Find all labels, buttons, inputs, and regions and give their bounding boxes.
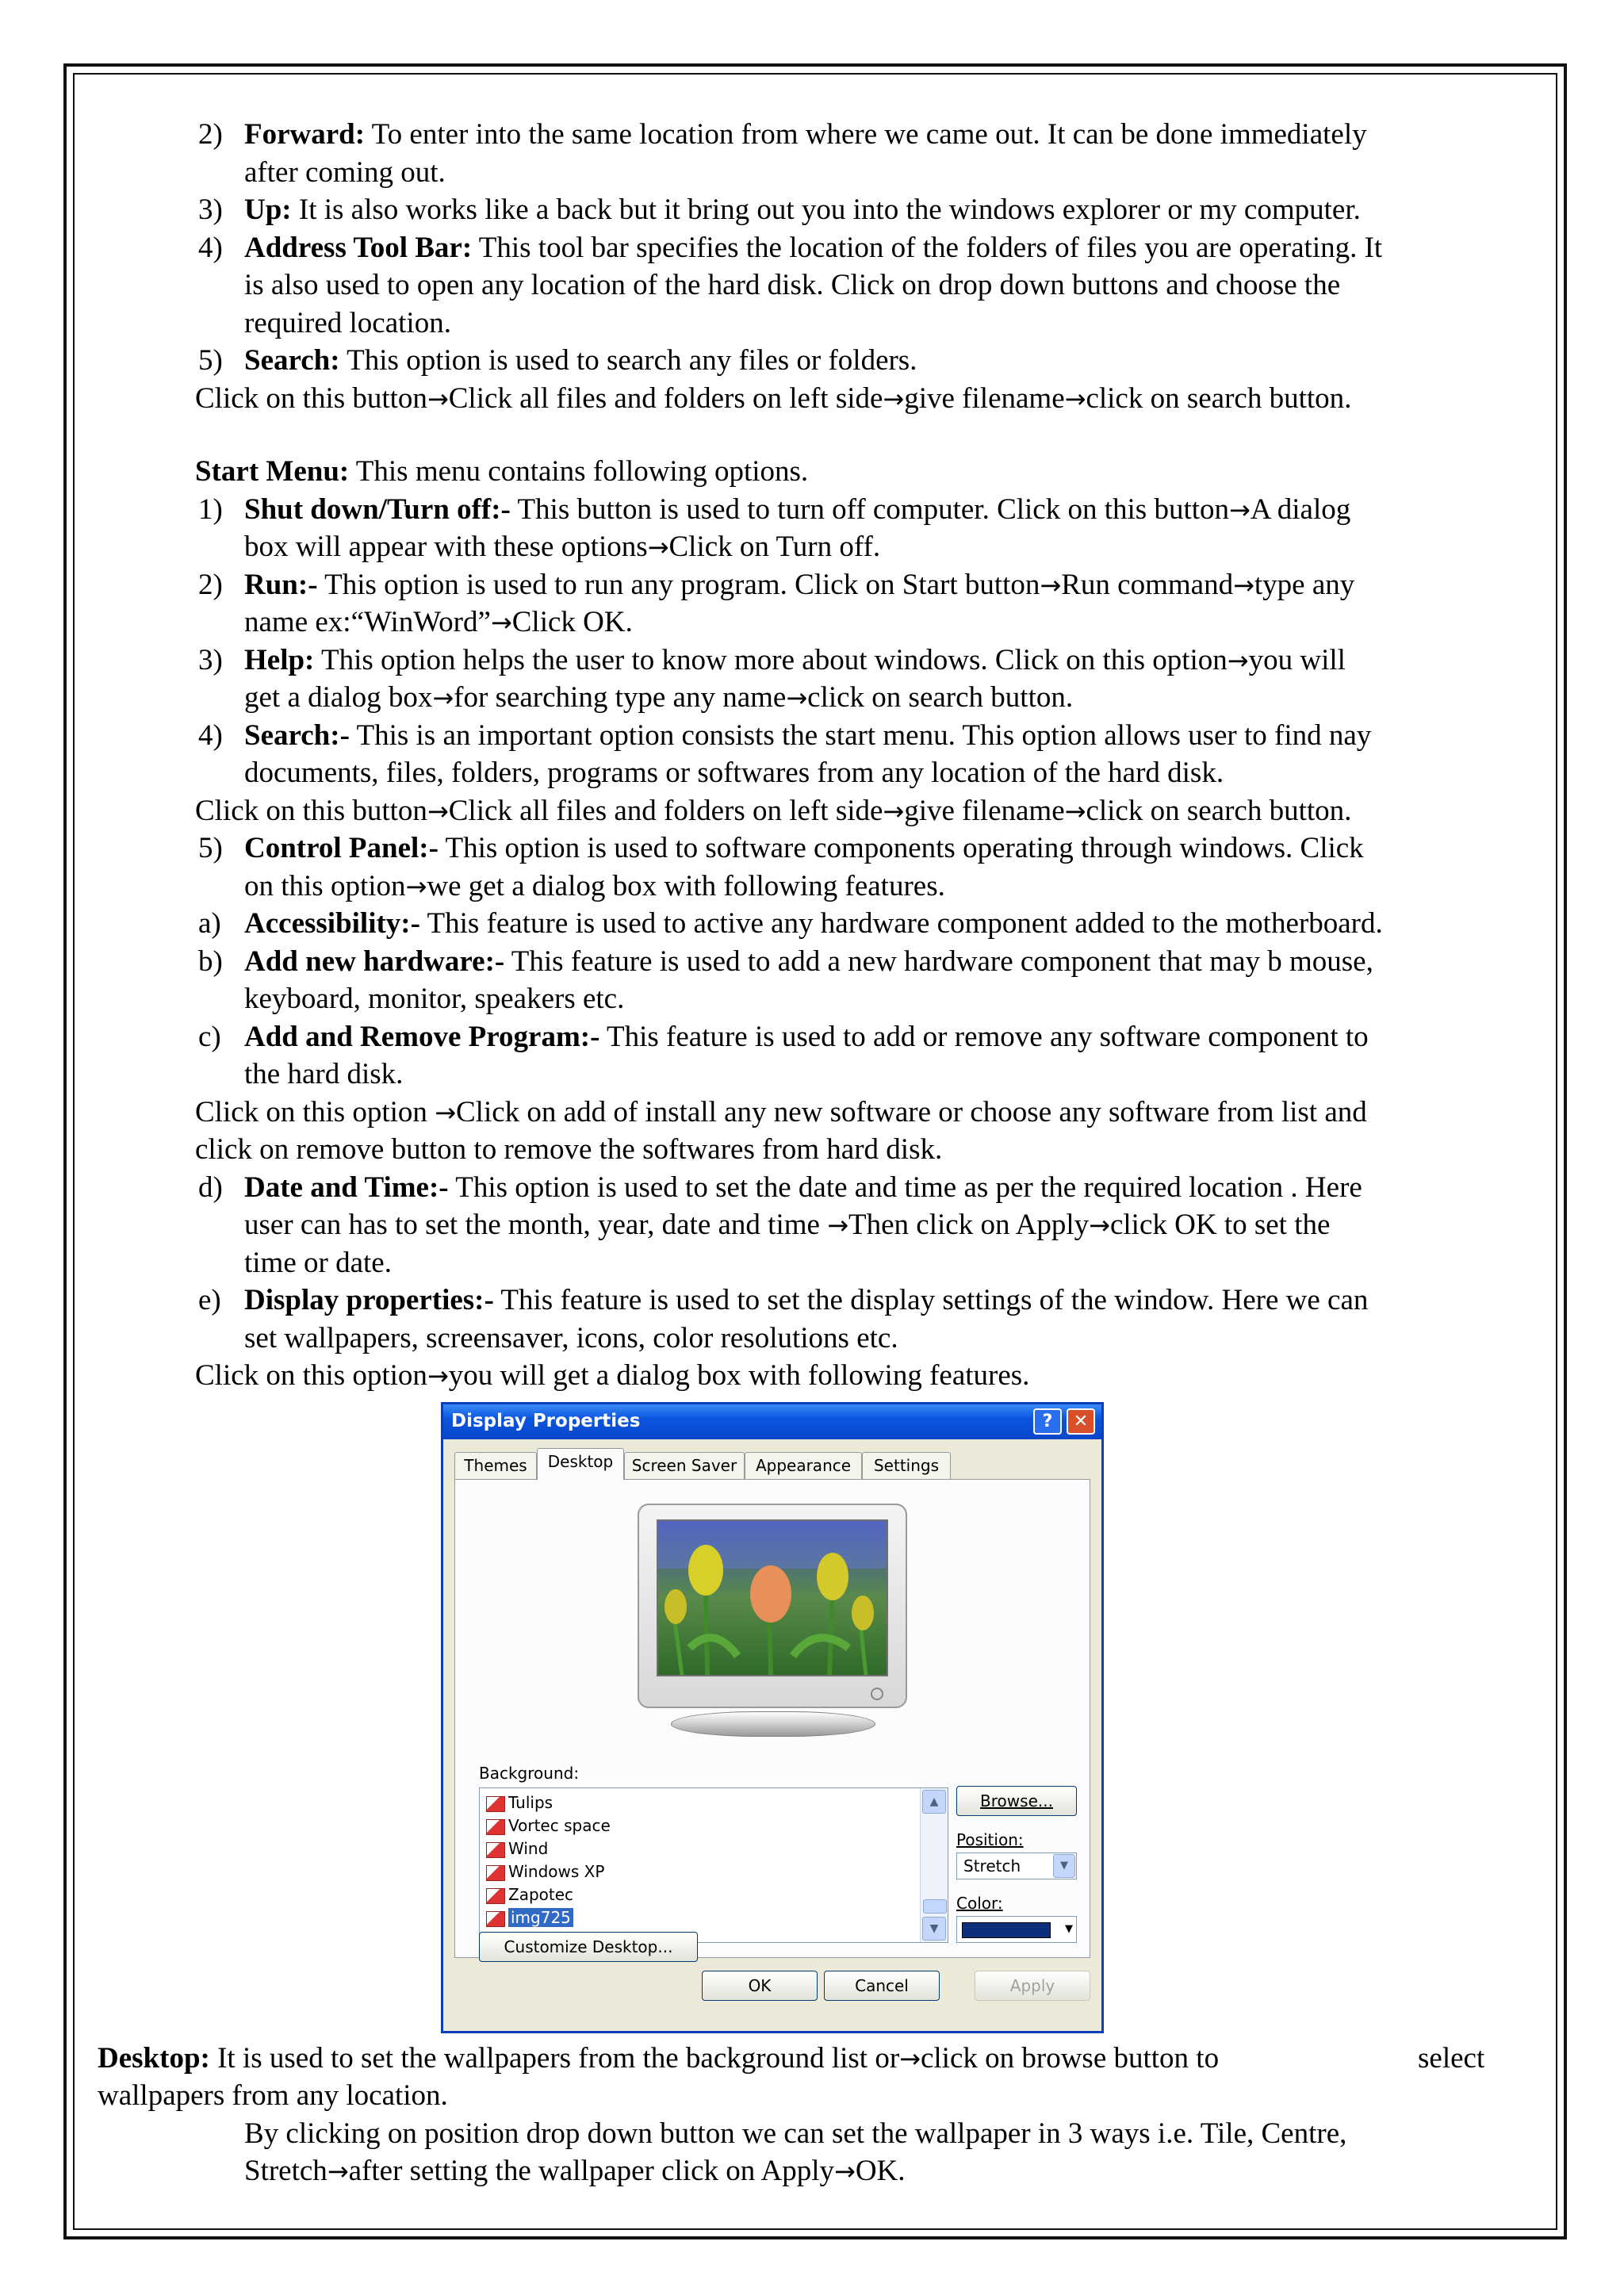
desktop-position-text: By clicking on position drop down button we can set the wallpaper in 3 ways i.e. Tile, Centre, [244, 2117, 1347, 2150]
arrow-icon: → [647, 532, 669, 562]
arrow-icon: → [427, 384, 449, 414]
arrow-icon: → [490, 607, 512, 638]
tab-settings[interactable]: Settings [862, 1452, 951, 1479]
feature-date-time-cont2: time or date. [244, 1247, 392, 1279]
position-label: Position: [956, 1830, 1024, 1849]
position-select[interactable]: Stretch ▼ [956, 1852, 1077, 1879]
add-remove-steps: Click on this option →Click on add of install any new software or choose any software from list and [195, 1096, 1367, 1128]
arrow-icon: → [1233, 570, 1254, 600]
arrow-icon: → [327, 2156, 349, 2186]
dialog-titlebar [443, 1404, 1101, 1439]
list-item-selected[interactable]: img725 [486, 1906, 573, 1929]
tab-desktop[interactable]: Desktop [537, 1448, 624, 1480]
close-button[interactable]: ✕ [1067, 1408, 1095, 1435]
arrow-icon: → [427, 1361, 449, 1391]
scroll-up-icon[interactable]: ▲ [922, 1790, 946, 1814]
color-picker[interactable] [956, 1916, 1077, 1943]
desktop-position-text-cont: Stretch→after setting the wallpaper click on Apply→OK. [244, 2155, 906, 2187]
arrow-icon: → [1064, 796, 1086, 826]
desktop-paragraph-select: select [1418, 2042, 1485, 2075]
arrow-icon: → [899, 2044, 921, 2074]
term-address-toolbar: Address Tool Bar: [244, 232, 473, 264]
start-menu-heading: Start Menu: This menu contains following options. [195, 455, 809, 488]
image-file-icon [486, 1911, 505, 1927]
image-file-icon [486, 1796, 505, 1812]
wallpaper-preview [657, 1519, 888, 1676]
arrow-icon: → [427, 796, 449, 826]
feature-add-remove-cont: the hard disk. [244, 1058, 404, 1090]
scroll-down-icon[interactable]: ▼ [922, 1917, 946, 1941]
scroll-thumb[interactable] [923, 1899, 947, 1914]
add-remove-steps-cont: click on remove button to remove the softwares from hard disk. [195, 1133, 943, 1166]
image-file-icon [486, 1819, 505, 1835]
background-label: Background: [479, 1764, 580, 1783]
arrow-icon: → [827, 1210, 849, 1240]
image-file-icon [486, 1865, 505, 1881]
term-search: Search: [244, 344, 340, 377]
item-shut-down-cont: box will appear with these options→Click on Turn off. [244, 531, 881, 563]
arrow-icon: → [786, 683, 808, 713]
arrow-icon: → [1064, 384, 1086, 414]
arrow-icon: → [834, 2156, 856, 2186]
feature-date-time-cont: user can has to set the month, year, date and time →Then click on Apply→click OK to set the [244, 1209, 1331, 1241]
chevron-down-icon[interactable]: ▼ [1053, 1854, 1075, 1878]
arrow-icon: → [1227, 646, 1249, 676]
color-label: Color: [956, 1894, 1003, 1913]
dialog-title: Display Properties [451, 1411, 641, 1431]
item-run-cont: name ex:“WinWord”→Click OK. [244, 606, 633, 638]
item-address-cont: is also used to open any location of the hard disk. Click on drop down buttons and choose the [244, 269, 1341, 301]
item-help-cont: get a dialog box→for searching type any name→click on search button. [244, 681, 1074, 714]
image-file-icon [486, 1842, 505, 1858]
item-address-cont2: required location. [244, 307, 451, 339]
ok-button[interactable]: OK [702, 1971, 818, 2001]
arrow-icon: → [1089, 1210, 1110, 1240]
arrow-icon: → [883, 796, 905, 826]
feature-add-hardware-cont: keyboard, monitor, speakers etc. [244, 983, 625, 1015]
list-item[interactable]: Windows XP [486, 1860, 604, 1883]
text-forward: To enter into the same location from where we came out. It can be done immediately [365, 118, 1367, 151]
cancel-button[interactable]: Cancel [824, 1971, 940, 2001]
tab-themes[interactable]: Themes [454, 1452, 537, 1479]
start-search-steps: Click on this button→Click all files and folders on left side→give filename→click on search button. [195, 795, 1352, 827]
explorer-search-steps: Click on this button→Click all files and folders on left side→give filename→click on search button. [195, 382, 1352, 415]
feature-display-properties-cont: set wallpapers, screensaver, icons, color resolutions etc. [244, 1322, 898, 1354]
arrow-icon: → [405, 872, 427, 902]
power-led-icon [871, 1688, 883, 1700]
item-start-search-cont: documents, files, folders, programs or softwares from any location of the hard disk. [244, 757, 1224, 789]
list-item[interactable]: Zapotec [486, 1883, 573, 1906]
list-scrollbar[interactable] [920, 1788, 948, 1942]
arrow-icon: → [883, 384, 905, 414]
term-up: Up: [244, 193, 292, 226]
term-forward: Forward: [244, 118, 366, 151]
display-properties-dialog [441, 1402, 1104, 2033]
color-swatch [962, 1922, 1051, 1938]
tab-screen-saver[interactable]: Screen Saver [624, 1452, 745, 1479]
desktop-paragraph: Desktop: It is used to set the wallpapers from the background list or→click on browse button to [98, 2042, 1220, 2075]
desktop-tab-panel [454, 1479, 1090, 1958]
monitor-preview [638, 1504, 907, 1708]
list-item[interactable]: Tulips [486, 1791, 553, 1814]
item-control-panel-cont: on this option→we get a dialog box with following features. [244, 870, 945, 902]
list-item[interactable]: Wind [486, 1837, 548, 1860]
arrow-icon: → [435, 1098, 456, 1128]
browse-button[interactable]: Browse... [956, 1786, 1077, 1816]
arrow-icon: → [432, 683, 454, 713]
tab-appearance[interactable]: Appearance [745, 1452, 862, 1479]
list-item[interactable]: Vortec space [486, 1814, 611, 1837]
chevron-down-icon[interactable]: ▼ [1065, 1923, 1073, 1935]
image-file-icon [486, 1888, 505, 1904]
background-list[interactable] [479, 1787, 948, 1943]
customize-desktop-button[interactable]: Customize Desktop... [479, 1932, 698, 1962]
help-button[interactable]: ? [1033, 1408, 1062, 1435]
monitor-stand [671, 1711, 875, 1737]
arrow-icon: → [1229, 495, 1251, 525]
item-forward-cont: after coming out. [244, 156, 446, 189]
display-properties-steps: Click on this option→you will get a dialog box with following features. [195, 1359, 1030, 1392]
apply-button[interactable]: Apply [975, 1971, 1090, 2001]
desktop-paragraph-cont: wallpapers from any location. [98, 2079, 448, 2112]
arrow-icon: → [1040, 570, 1062, 600]
